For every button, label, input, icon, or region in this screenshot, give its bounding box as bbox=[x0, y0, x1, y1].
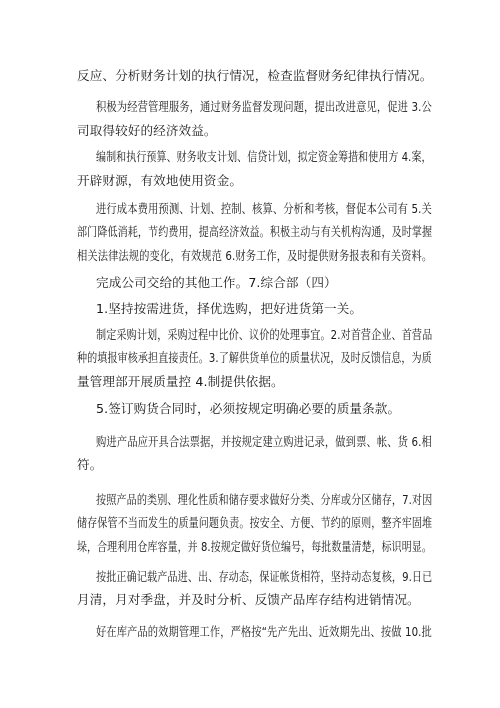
text-line: 1.坚持按需进货，择优选购，把好进货第一关。 bbox=[96, 301, 363, 316]
text-line: 编制和执行预算、财务收支计划、信贷计划，拟定资金筹措和使用方 4.案， bbox=[96, 149, 432, 164]
text-line: 5.签订购货合同时，必须按规定明确必要的质量条款。 bbox=[96, 401, 401, 416]
text-line: 制定采购计划，采购过程中比价、议价的处理事宜。2.对首营企业、首营品 bbox=[96, 327, 433, 342]
text-line: 储存保管不当而发生的质量问题负责。按安全、方便、节约的原则，整齐牢固堆 bbox=[77, 515, 433, 530]
text-line: 司取得较好的经济效益。 bbox=[77, 123, 217, 138]
text-line: 购进产品应开具合法票据，并按规定建立购进记录，做到票、帐、货 6.相 bbox=[96, 434, 432, 449]
text-line: 符。 bbox=[77, 457, 103, 472]
text-line: 反应、分析财务计划的执行情况，检查监督财务纪律执行情况。 bbox=[77, 68, 433, 83]
text-line: 完成公司交给的其他工作。7.综合部（四） bbox=[96, 275, 337, 290]
text-line: 部门降低消耗，节约费用，提高经济效益。积极主动与有关机构沟通，及时掌握 bbox=[77, 224, 433, 239]
text-line: 相关法律法规的变化，有效规范 6.财务工作，及时提供财务报表和有关资料。 bbox=[77, 248, 433, 263]
text-line: 种的填报审核承担直接责任。3.了解供货单位的质量状况，及时反馈信息，为质 bbox=[77, 350, 432, 365]
text-line: 进行成本费用预测、计划、控制、核算、分析和考核，督促本公司有 5.关 bbox=[96, 201, 432, 216]
text-line: 量管理部开展质量控 4.制提供依据。 bbox=[77, 374, 284, 389]
text-line: 月清，月对季盘，并及时分析、反馈产品库存结构进销情况。 bbox=[77, 592, 420, 607]
text-line: 垛，合理利用仓库容量，并 8.按规定做好货位编号，每批数量清楚，标识明显。 bbox=[77, 539, 432, 554]
text-line: 按批正确记载产品进、出、存动态，保证帐货相符，坚持动态复核，9.日已 bbox=[96, 569, 433, 584]
text-line: 好在库产品的效期管理工作，严格按“先产先出、近效期先出、按做 10.批 bbox=[96, 624, 432, 639]
text-line: 按照产品的类别、理化性质和储存要求做好分类、分库或分区储存，7.对因 bbox=[96, 492, 433, 507]
text-line: 开辟财源，有效地使用资金。 bbox=[77, 173, 243, 188]
text-line: 积极为经营管理服务，通过财务监督发现问题，提出改进意见，促进 3.公 bbox=[96, 99, 432, 114]
